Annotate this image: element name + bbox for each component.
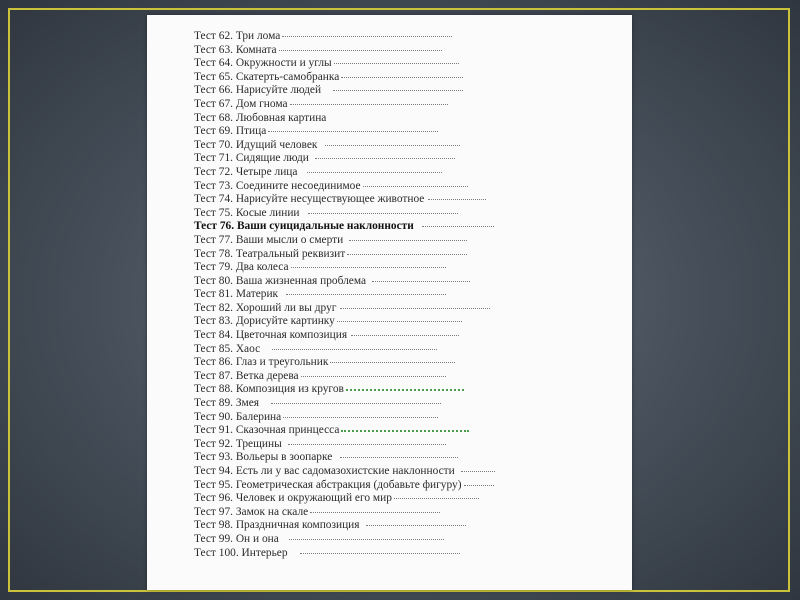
test-title: Тест 65. Скатерть-самобранка bbox=[194, 70, 340, 83]
leader-dots bbox=[428, 193, 486, 200]
list-item bbox=[194, 166, 614, 180]
test-title: Тест 89. Змея bbox=[194, 397, 260, 410]
leader-dots bbox=[333, 84, 463, 91]
test-title: Тест 74. Нарисуйте несуществующее животное bbox=[194, 193, 425, 206]
test-title: Тест 84. Цветочная композиция bbox=[194, 329, 348, 342]
list-item bbox=[194, 315, 614, 329]
leader-dots bbox=[372, 275, 470, 282]
list-item-highlighted bbox=[194, 220, 614, 234]
list-item bbox=[194, 57, 614, 71]
test-title: Тест 97. Замок на скале bbox=[194, 505, 309, 518]
leader-dots bbox=[315, 152, 455, 159]
list-item bbox=[194, 98, 614, 112]
test-title: Тест 78. Театральный реквизит bbox=[194, 247, 346, 260]
list-item bbox=[194, 479, 614, 493]
leader-dots bbox=[330, 356, 455, 363]
test-title: Тест 92. Трещины bbox=[194, 437, 282, 450]
list-item bbox=[194, 180, 614, 194]
leader-dots bbox=[347, 248, 467, 255]
list-item bbox=[194, 492, 614, 506]
test-title: Тест 87. Ветка дерева bbox=[194, 369, 299, 382]
test-title: Тест 62. Три лома bbox=[194, 30, 281, 42]
test-title: Тест 85. Хаос bbox=[194, 342, 261, 355]
spellcheck-underline bbox=[341, 425, 469, 432]
list-item bbox=[194, 30, 614, 44]
test-title: Тест 64. Окружности и углы bbox=[194, 57, 332, 70]
leader-dots bbox=[307, 166, 442, 173]
test-title: Тест 83. Дорисуйте картинку bbox=[194, 315, 335, 328]
leader-dots bbox=[289, 533, 444, 540]
list-item bbox=[194, 261, 614, 275]
leader-dots bbox=[464, 479, 494, 486]
test-title: Тест 94. Есть ли у вас садомазохистские наклонности bbox=[194, 465, 455, 477]
list-item bbox=[194, 519, 614, 533]
leader-dots bbox=[341, 71, 463, 78]
list-item bbox=[194, 275, 614, 289]
test-title: Тест 81. Материк bbox=[194, 288, 279, 301]
leader-dots bbox=[334, 57, 459, 64]
test-title: Тест 90. Балерина bbox=[194, 410, 282, 423]
leader-dots bbox=[461, 465, 495, 472]
leader-dots bbox=[337, 315, 462, 322]
list-item bbox=[194, 465, 614, 479]
test-title: Тест 82. Хороший ли вы друг bbox=[194, 301, 337, 314]
test-title: Тест 95. Геометрическая абстракция (добавьте фигуру) bbox=[194, 478, 462, 491]
test-title: Тест 72. Четыре лица bbox=[194, 165, 298, 178]
list-item bbox=[194, 248, 614, 262]
list-item bbox=[194, 207, 614, 221]
leader-dots bbox=[272, 343, 437, 350]
list-item bbox=[194, 343, 614, 357]
list-item bbox=[194, 193, 614, 207]
list-item bbox=[194, 424, 614, 438]
test-title: Тест 80. Ваша жизненная проблема bbox=[194, 274, 367, 287]
leader-dots bbox=[366, 519, 466, 526]
leader-dots bbox=[288, 438, 446, 445]
leader-dots bbox=[283, 411, 438, 418]
leader-dots bbox=[290, 98, 448, 105]
list-item bbox=[194, 112, 614, 126]
test-title: Тест 88. Композиция из кругов bbox=[194, 383, 344, 396]
test-title: Тест 91. Сказочная принцесса bbox=[194, 424, 340, 437]
list-item bbox=[194, 152, 614, 166]
test-title: Тест 79. Два колеса bbox=[194, 261, 289, 274]
spellcheck-underline bbox=[346, 384, 464, 391]
leader-dots bbox=[286, 288, 446, 295]
leader-dots bbox=[308, 207, 458, 214]
list-item bbox=[194, 506, 614, 520]
list-item bbox=[194, 547, 614, 561]
list-item bbox=[194, 356, 614, 370]
test-title: Тест 68. Любовная картина bbox=[194, 111, 327, 124]
list-item bbox=[194, 288, 614, 302]
leader-dots bbox=[340, 302, 490, 309]
list-item bbox=[194, 44, 614, 58]
list-item bbox=[194, 451, 614, 465]
test-title: Тест 93. Вольеры в зоопарке bbox=[194, 451, 333, 464]
list-item bbox=[194, 302, 614, 316]
list-item bbox=[194, 370, 614, 384]
list-item bbox=[194, 234, 614, 248]
test-title: Тест 69. Птица bbox=[194, 125, 267, 138]
list-item bbox=[194, 139, 614, 153]
leader-dots bbox=[325, 139, 460, 146]
test-title: Тест 98. Праздничная композиция bbox=[194, 519, 360, 532]
list-item bbox=[194, 329, 614, 343]
leader-dots bbox=[394, 492, 479, 499]
test-title: Тест 75. Косые линии bbox=[194, 206, 300, 219]
test-title: Тест 77. Ваши мысли о смерти bbox=[194, 233, 344, 246]
leader-dots bbox=[268, 125, 438, 132]
list-item bbox=[194, 383, 614, 397]
leader-dots bbox=[351, 329, 459, 336]
list-item bbox=[194, 411, 614, 425]
test-title: Тест 73. Соедините несоединимое bbox=[194, 179, 361, 192]
leader-dots bbox=[300, 547, 460, 554]
leader-dots bbox=[363, 180, 468, 187]
test-title: Тест 70. Идущий человек bbox=[194, 138, 318, 151]
document-page bbox=[147, 15, 632, 590]
test-title: Тест 66. Нарисуйте людей bbox=[194, 84, 322, 97]
test-title: Тест 71. Сидящие люди bbox=[194, 152, 309, 165]
test-title: Тест 100. Интерьер bbox=[194, 546, 288, 559]
test-title: Тест 63. Комната bbox=[194, 43, 277, 56]
leader-dots bbox=[271, 397, 441, 404]
test-title: Тест 99. Он и она bbox=[194, 532, 279, 545]
leader-dots bbox=[422, 220, 494, 227]
list-item bbox=[194, 71, 614, 85]
test-title: Тест 96. Человек и окружающий его мир bbox=[194, 492, 392, 505]
leader-dots bbox=[349, 234, 467, 241]
leader-dots bbox=[279, 44, 442, 51]
list-item bbox=[194, 397, 614, 411]
leader-dots bbox=[301, 370, 446, 377]
leader-dots bbox=[282, 30, 452, 37]
leader-dots bbox=[340, 451, 458, 458]
test-list bbox=[194, 30, 614, 560]
list-item bbox=[194, 84, 614, 98]
list-item bbox=[194, 125, 614, 139]
test-title: Тест 76. Ваши суицидальные наклонности bbox=[194, 220, 414, 233]
test-title: Тест 86. Глаз и треугольник bbox=[194, 356, 329, 369]
list-item bbox=[194, 438, 614, 452]
list-item bbox=[194, 533, 614, 547]
leader-dots bbox=[291, 261, 446, 268]
leader-dots bbox=[310, 506, 440, 513]
test-title: Тест 67. Дом гнома bbox=[194, 97, 288, 110]
